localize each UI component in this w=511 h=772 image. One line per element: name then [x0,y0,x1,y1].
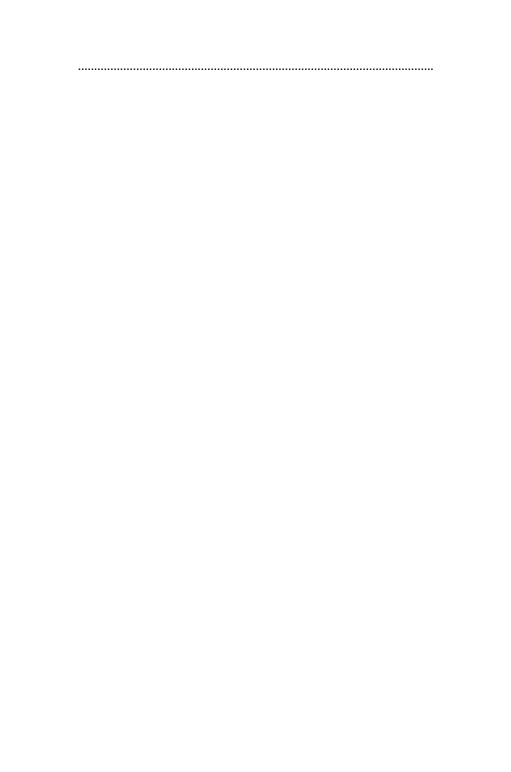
dot-leader [78,61,434,73]
toc-entry-endnotes[interactable] [76,61,436,73]
table-of-contents [76,61,436,78]
